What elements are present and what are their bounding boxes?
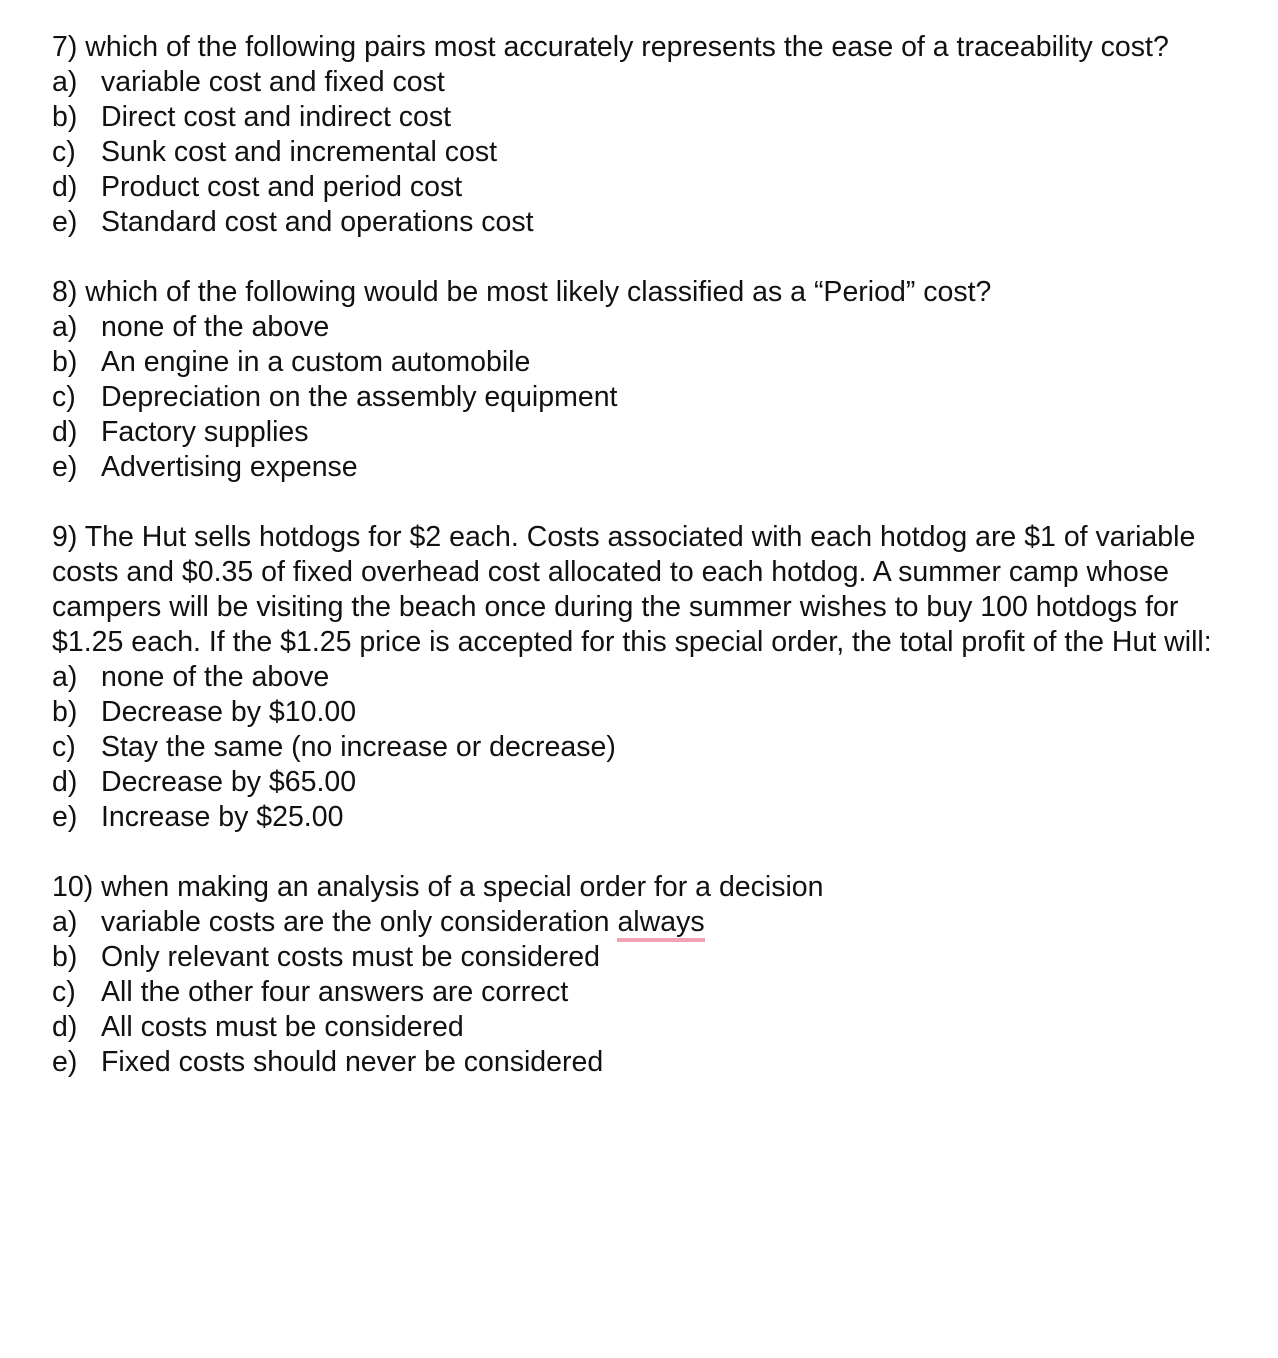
option-text: Depreciation on the assembly equipment — [101, 381, 618, 413]
option-text: All the other four answers are correct — [101, 976, 569, 1008]
question-8-option-b — [52, 345, 1232, 380]
option-text: Fixed costs should never be considered — [101, 1046, 604, 1078]
spellcheck-flagged-word[interactable]: always — [617, 906, 704, 942]
question-9-stem: 9) The Hut sells hotdogs for $2 each. Costs associated with each hotdog are $1 of variable costs and $0.35 of fixed overhead cost allocated to each hotdog. A summer camp whose campers will be visiting the beach once during the summer wishes to buy 100 hotdogs for $1.25 each. If the $1.25 price is accepted for this special order, the total profit of the Hut will: — [52, 521, 1212, 658]
question-9-option-d — [52, 765, 1232, 800]
option-letter: c) — [52, 976, 76, 1008]
option-text — [101, 905, 1232, 940]
option-text: Advertising expense — [101, 451, 358, 483]
question-7-options — [52, 65, 1232, 240]
option-text: Standard cost and operations cost — [101, 206, 534, 238]
option-text: none of the above — [101, 311, 330, 343]
question-7 — [52, 30, 1232, 240]
option-letter: b) — [52, 346, 78, 378]
option-text: Only relevant costs must be considered — [101, 941, 600, 973]
question-8 — [52, 275, 1232, 485]
option-text: An engine in a custom automobile — [101, 346, 531, 378]
option-letter: b) — [52, 696, 78, 728]
option-text: All costs must be considered — [101, 1011, 464, 1043]
option-letter: d) — [52, 1011, 78, 1043]
question-10-option-c — [52, 975, 1232, 1010]
document-page — [52, 30, 1232, 1115]
option-text: Decrease by $65.00 — [101, 766, 357, 798]
option-text: Increase by $25.00 — [101, 801, 344, 833]
option-text: Stay the same (no increase or decrease) — [101, 731, 616, 763]
option-letter: e) — [52, 206, 78, 238]
question-9-option-e — [52, 800, 1232, 835]
question-10-option-d — [52, 1010, 1232, 1045]
option-letter: a) — [52, 906, 78, 938]
option-text: none of the above — [101, 661, 330, 693]
option-letter: a) — [52, 661, 78, 693]
question-7-option-c — [52, 135, 1232, 170]
option-letter: e) — [52, 451, 78, 483]
question-8-options — [52, 310, 1232, 485]
option-text: Factory supplies — [101, 416, 309, 448]
option-letter: a) — [52, 66, 78, 98]
option-letter: d) — [52, 171, 78, 203]
option-text: Product cost and period cost — [101, 171, 463, 203]
option-letter: e) — [52, 1046, 78, 1078]
question-10 — [52, 870, 1232, 1080]
question-10-option-a — [52, 905, 1232, 940]
option-letter: b) — [52, 101, 78, 133]
question-9-option-a — [52, 660, 1232, 695]
option-letter: b) — [52, 941, 78, 973]
question-9-options — [52, 660, 1232, 835]
question-8-option-e — [52, 450, 1232, 485]
question-7-option-d — [52, 170, 1232, 205]
question-8-option-a — [52, 310, 1232, 345]
option-text: variable cost and fixed cost — [101, 66, 445, 98]
option-letter: c) — [52, 381, 76, 413]
option-text: Sunk cost and incremental cost — [101, 136, 498, 168]
question-8-option-d — [52, 415, 1232, 450]
option-letter: a) — [52, 311, 78, 343]
option-text: Direct cost and indirect cost — [101, 101, 452, 133]
question-10-option-b — [52, 940, 1232, 975]
question-8-stem: 8) which of the following would be most likely classified as a “Period” cost? — [52, 276, 992, 308]
question-9-option-c — [52, 730, 1232, 765]
question-10-option-e — [52, 1045, 1232, 1080]
option-letter: e) — [52, 801, 78, 833]
option-letter: c) — [52, 136, 76, 168]
question-10-stem: 10) when making an analysis of a special order for a decision — [52, 871, 824, 903]
question-7-option-e — [52, 205, 1232, 240]
option-letter: c) — [52, 731, 76, 763]
question-8-option-c — [52, 380, 1232, 415]
question-9-option-b — [52, 695, 1232, 730]
option-text: Decrease by $10.00 — [101, 696, 357, 728]
question-9 — [52, 520, 1232, 835]
option-letter: d) — [52, 766, 78, 798]
question-7-option-b — [52, 100, 1232, 135]
question-7-option-a — [52, 65, 1232, 100]
option-text-main: variable costs are the only consideration — [101, 906, 618, 938]
question-10-options — [52, 905, 1232, 1080]
option-letter: d) — [52, 416, 78, 448]
question-7-stem: 7) which of the following pairs most accurately represents the ease of a traceability cost? — [52, 31, 1169, 63]
